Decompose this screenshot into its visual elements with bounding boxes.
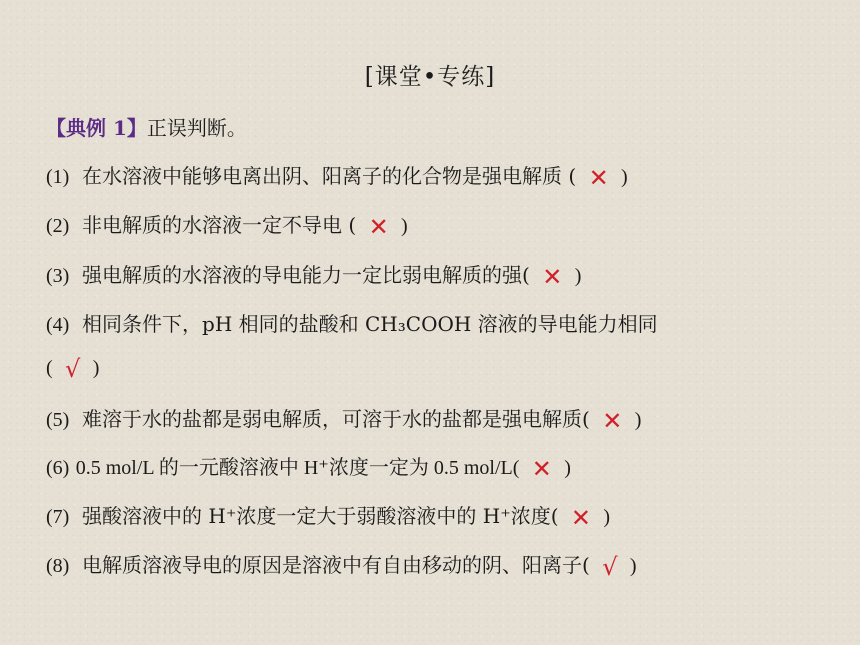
statement-2 bbox=[46, 209, 408, 239]
statement-text: 强酸溶液中的 H⁺浓度一定大于弱酸溶液中的 H⁺浓度( bbox=[82, 504, 559, 528]
closing-paren: ) bbox=[92, 357, 100, 379]
cross-mark-icon: ✕ bbox=[542, 263, 563, 291]
statement-text: 电解质溶液导电的原因是溶液中有自由移动的阴、阳离子( bbox=[82, 553, 590, 577]
cross-mark-icon: ✕ bbox=[570, 504, 592, 532]
statement-text: 相同条件下，pH 相同的盐酸和 CH₃COOH 溶液的导电能力相同 bbox=[82, 312, 658, 336]
statement-text: 难溶于水的盐都是弱电解质，可溶于水的盐都是强电解质( bbox=[82, 407, 590, 431]
closing-paren: ) bbox=[401, 215, 408, 237]
statement-number: (4) bbox=[46, 314, 70, 336]
statement-text: 强电解质的水溶液的导电能力一定比弱电解质的强( bbox=[82, 263, 530, 287]
section-title: [课堂•专练] bbox=[364, 64, 496, 90]
check-mark-icon: √ bbox=[602, 553, 618, 581]
statement-7 bbox=[46, 500, 610, 530]
statement-number: (7) bbox=[46, 506, 70, 528]
cross-mark-icon: ✕ bbox=[531, 455, 552, 483]
statement-text: 非电解质的水溶液一定不导电 ( bbox=[82, 213, 357, 237]
statement-number: (3) bbox=[46, 265, 70, 287]
statement-number: (1) bbox=[46, 166, 70, 188]
statement-3 bbox=[46, 259, 581, 289]
statement-number: (2) bbox=[46, 215, 70, 237]
check-mark-icon: √ bbox=[65, 355, 81, 383]
statement-number: (6) bbox=[46, 457, 70, 479]
cross-mark-icon: ✕ bbox=[602, 407, 623, 435]
closing-paren: ) bbox=[603, 506, 611, 528]
statement-6 bbox=[46, 451, 571, 481]
statement-4 bbox=[46, 308, 658, 337]
statement-8 bbox=[46, 549, 637, 579]
statement-number: (8) bbox=[46, 555, 70, 577]
example-tag: 【典例 1】 bbox=[46, 116, 147, 140]
statement-4-answer bbox=[46, 355, 99, 381]
statement-text: 在水溶液中能够电离出阴、阳离子的化合物是强电解质 ( bbox=[82, 164, 577, 188]
statement-5 bbox=[46, 403, 641, 433]
example-text: 正误判断。 bbox=[146, 116, 247, 140]
closing-paren: ) bbox=[634, 409, 642, 431]
closing-paren: ) bbox=[621, 166, 628, 188]
closing-paren: ) bbox=[629, 555, 637, 577]
cross-mark-icon: ✕ bbox=[368, 213, 389, 241]
closing-paren: ) bbox=[574, 265, 582, 287]
cross-mark-icon: ✕ bbox=[588, 164, 609, 192]
example-heading bbox=[46, 112, 247, 141]
opening-paren: ( bbox=[46, 357, 53, 379]
statement-text: 0.5 mol/L 的一元酸溶液中 H⁺浓度一定为 0.5 mol/L( bbox=[75, 457, 520, 479]
closing-paren: ) bbox=[564, 457, 571, 479]
statement-1 bbox=[46, 160, 628, 190]
statement-number: (5) bbox=[46, 409, 70, 431]
